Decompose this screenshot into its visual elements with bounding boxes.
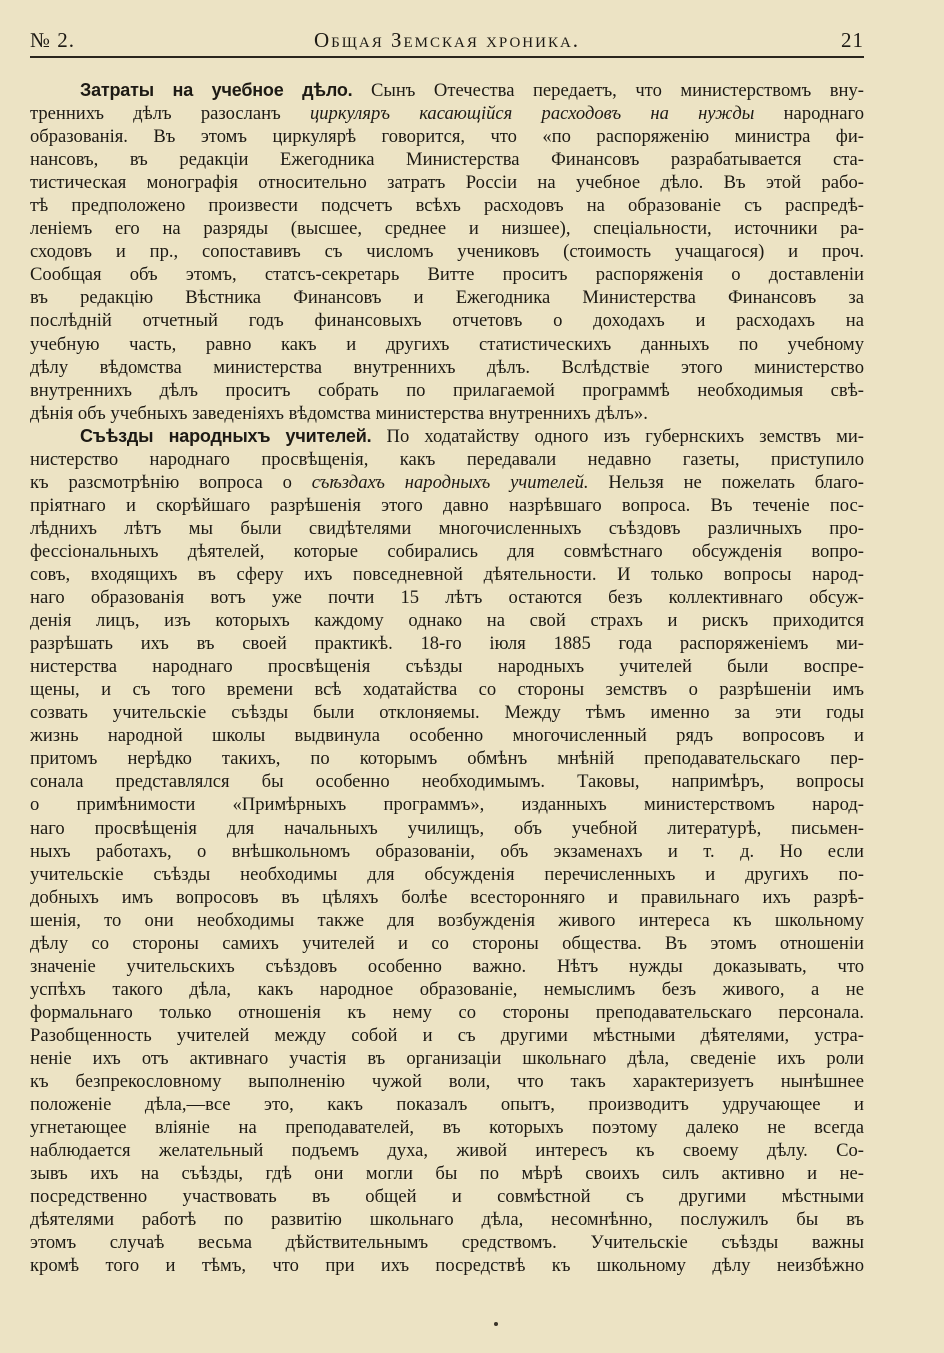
paragraph-line: успѣхъ такого дѣла, какъ народное образованіе, немыслимъ безъ живого, а не [30, 978, 864, 1000]
paragraph-line: неніе ихъ отъ активнаго участія въ организаціи школьнаго дѣла, сведеніе ихъ роли [30, 1047, 864, 1069]
paragraph-line: наго просвѣщенія для начальныхъ училищъ, объ учебной литературѣ, письмен- [30, 817, 864, 839]
paragraph-line: угнетающее вліяніе на преподавателей, въ которыхъ поэтому далеко не всегда [30, 1117, 864, 1139]
paragraph-line: наблюдается желательный подъемъ духа, живой интересъ къ своему дѣлу. Со- [30, 1140, 864, 1162]
paragraph-line: сходовъ и пр., сопоставивъ съ числомъ учениковъ (стоимость учащагося) и проч. [30, 241, 864, 263]
paragraph-line: къ разсмотрѣнію вопроса о съѣздахъ народныхъ учителей. Нельзя не пожелать благо- [30, 471, 864, 493]
paragraph-line: леніемъ его на разряды (высшее, среднее и низшее), спеціальности, источники ра- [30, 218, 864, 240]
paragraph-line: значеніе учительскихъ съѣздовъ особенно важно. Нѣтъ нужды доказывать, что [30, 955, 864, 977]
paragraph-line: образованія. Въ этомъ циркулярѣ говорится, что «по распоряженію министра фи- [30, 126, 864, 148]
paragraph-line: фессіональныхъ дѣятелей, которые собирались для совмѣстнаго обсужденія вопро- [30, 540, 864, 562]
paragraph-line: этомъ случаѣ весьма дѣйствительнымъ средствомъ. Учительскіе съѣзды важны [30, 1232, 864, 1254]
paragraph-line: нистерство народнаго просвѣщенія, какъ передавали недавно газеты, приступило [30, 448, 864, 470]
paragraph-line: притомъ нерѣдко такихъ, по которымъ обмѣнъ мнѣній преподавательскаго пер- [30, 748, 864, 770]
italic-phrase: циркуляръ касающійся расходовъ на нужды [309, 103, 755, 125]
paragraph-line: дѣнія объ учебныхъ заведеніяхъ вѣдомства министерства внутреннихъ дѣлъ». [30, 402, 648, 424]
section-heading: Съѣзды народныхъ учителей. [80, 425, 372, 446]
paragraph-line: тистическая монографія относительно затратъ Россіи на учебное дѣло. Въ этой рабо- [30, 172, 864, 194]
running-title: Общая Земская хроника. [313, 28, 581, 52]
paragraph-line: лѣднихъ лѣтъ мы были свидѣтелями многочисленныхъ съѣздовъ различныхъ про- [30, 517, 864, 539]
paragraph-line: дѣлу со стороны самихъ учителей и со стороны общества. Въ этомъ отношеніи [30, 932, 864, 954]
paragraph-line: денія лицъ, изъ которыхъ каждому однако на свой страхъ и рискъ приходится [30, 610, 864, 632]
paragraph-line: Съѣзды народныхъ учителей. По ходатайству одного изъ губернскихъ земствъ ми- [80, 425, 864, 447]
paragraph-line: совъ, входящихъ въ сферу ихъ повседневной дѣятельности. И только вопросы народ- [30, 563, 864, 585]
paragraph-line: въ редакцію Вѣстника Финансовъ и Ежегодника Министерства Финансовъ за [30, 287, 864, 309]
paragraph-line: Разобщенность учителей между собой и съ другими мѣстными дѣятелями, устра- [30, 1024, 864, 1046]
paragraph-line: щены, и съ того времени всѣ ходатайства со стороны земствъ о разрѣшеніи имъ [30, 679, 864, 701]
paragraph-line: нистерства народнаго просвѣщенія съѣзды народныхъ учителей были воспре- [30, 656, 864, 678]
section-heading: Затраты на учебное дѣло. [80, 80, 353, 100]
paragraph-line: добныхъ имъ вопросовъ въ цѣляхъ болѣе всесторонняго и правильнаго ихъ разрѣ- [30, 886, 864, 908]
paragraph-line: ныхъ работахъ, о внѣшкольномъ образованіи, объ экзаменахъ и т. д. Но если [30, 840, 864, 862]
paragraph-line: сонала представлялся бы особенно необходимымъ. Таковы, напримѣръ, вопросы [30, 771, 864, 793]
paragraph-line: пріятнаго и скорѣйшаго разрѣшенія этого давно назрѣвшаго вопроса. Въ теченіе пос- [30, 494, 864, 516]
paragraph-line: учительскіе съѣзды необходимы для обсужденія перечисленныхъ и другихъ по- [30, 863, 864, 885]
paragraph-line: Сообщая объ этомъ, статсъ-секретарь Витте проситъ распоряженія о доставленіи [30, 264, 864, 286]
paragraph-line: послѣдній отчетный годъ финансовыхъ отчетовъ о доходахъ и расходахъ на [30, 310, 864, 332]
paragraph-line: шенія, то они необходимы также для возбужденія живого интереса къ школьному [30, 909, 864, 931]
issue-number: № 2. [30, 28, 76, 52]
paragraph-line: къ безпрекословному выполненію чужой воли, что такъ характеризуетъ нынѣшнее [30, 1071, 864, 1093]
paragraph-line: разрѣшать ихъ въ своей практикѣ. 18-го іюля 1885 года распоряженіемъ ми- [30, 633, 864, 655]
running-header [30, 26, 864, 58]
paragraph-line: дѣятелями работѣ по развитію школьнаго дѣла, несомнѣнно, послужилъ бы въ [30, 1209, 864, 1231]
paragraph-line: положеніе дѣла,—все это, какъ показалъ опытъ, производитъ удручающее и [30, 1094, 864, 1116]
paragraph-line: жизнь народной школы выдвинула особенно многочисленный рядъ вопросовъ и [30, 725, 864, 747]
paragraph-line: наго образованія вотъ уже почти 15 лѣтъ остаются безъ коллективнаго обсуж- [30, 587, 864, 609]
paragraph-line: дѣлу вѣдомства министерства внутреннихъ дѣлъ. Вслѣдствіе этого министерство [30, 356, 864, 378]
paragraph-line: учебную часть, равно какъ и другихъ статистическихъ данныхъ по учебному [30, 333, 864, 355]
italic-phrase: съѣздахъ народныхъ учителей. [311, 471, 589, 493]
paragraph-line: внутреннихъ дѣлъ проситъ собрать по прилагаемой программѣ необходимыя свѣ- [30, 379, 864, 401]
ink-dot [494, 1322, 498, 1326]
paragraph-line: посредственно участвовать въ общей и совмѣстной съ другими мѣстными [30, 1186, 864, 1208]
paragraph-line: Затраты на учебное дѣло. Сынъ Отечества передаетъ, что министерствомъ вну- [80, 80, 864, 101]
paragraph-line: треннихъ дѣлъ разосланъ циркуляръ касающійся расходовъ на нужды народнаго [30, 103, 864, 125]
paragraph-line: кромѣ того и тѣмъ, что при ихъ посредствѣ къ школьному дѣлу неизбѣжно [30, 1255, 864, 1277]
paragraph-line: тѣ предположено произвести подсчетъ всѣхъ расходовъ на образованіе съ распредѣ- [30, 195, 864, 217]
paragraph-line: созвать учительскіе съѣзды были отклоняемы. Между тѣмъ именно за эти годы [30, 702, 864, 724]
article-body [30, 79, 864, 1277]
paragraph-line: нансовъ, въ редакціи Ежегодника Министерства Финансовъ разрабатывается ста- [30, 149, 864, 171]
paragraph-line: зывъ ихъ на съѣзды, гдѣ они могли бы по мѣрѣ своихъ силъ активно и не- [30, 1163, 864, 1185]
paragraph-line: о примѣнимости «Примѣрныхъ программъ», изданныхъ министерствомъ народ- [30, 794, 864, 816]
paragraph-line: формальнаго только отношенія къ нему со стороны преподавательскаго персонала. [30, 1001, 864, 1023]
page-number: 21 [841, 28, 864, 52]
